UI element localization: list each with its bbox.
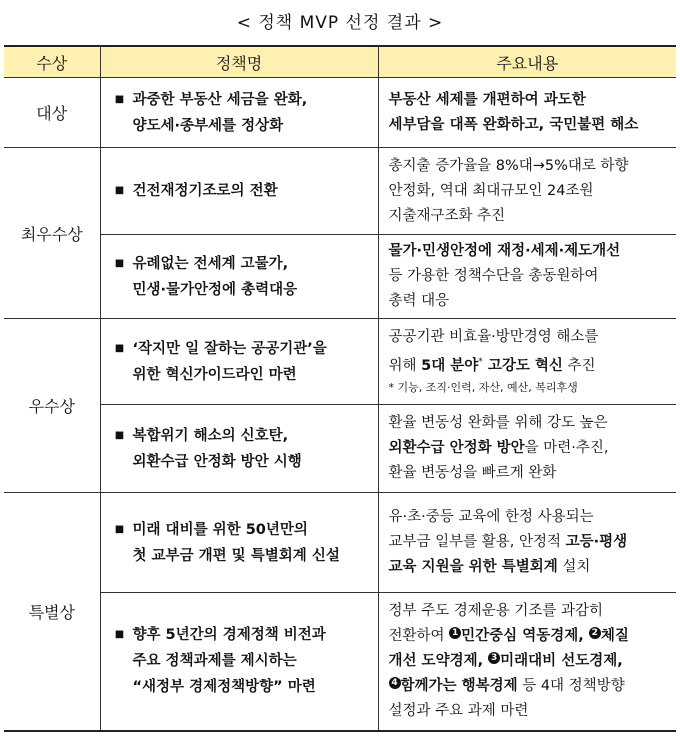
content-cell: 물가·민생안정에 재정·세제·제도개선 등 가용한 정책수단을 총동원하여 총력 대응 [378, 235, 676, 319]
content-cell: 부동산 세제를 개편하여 과도한 세부담을 대폭 완화하고, 국민불편 해소 [378, 78, 676, 148]
table-row [4, 405, 676, 493]
square-bullet-icon: ■ [114, 629, 125, 641]
content-cell: 총지출 증가율을 8%대→5%대로 하향 안정화, 역대 최대규모인 24조원 지출재구조화 추진 [378, 148, 676, 235]
mvp-results-table [4, 45, 676, 732]
policy-cell: ■ ‘작지만 일 잘하는 공공기관’을 위한 혁신가이드라인 마련 [100, 319, 378, 405]
header-content: 주요내용 [378, 46, 676, 78]
number-3-icon: 3 [488, 652, 500, 664]
number-2-icon: 2 [589, 627, 601, 639]
table-row [4, 78, 676, 148]
content-cell: 공공기관 비효율·방만경영 해소를 위해 5대 분야* 고강도 혁신 추진 * 기능, 조직·인력, 자산, 예산, 복리후생 [378, 319, 676, 405]
square-bullet-icon: ■ [114, 429, 125, 441]
header-award: 수상 [4, 46, 100, 78]
policy-cell: ■ 건전재정기조로의 전환 [100, 148, 378, 235]
content-cell: 환율 변동성 완화를 위해 강도 높은 외환수급 안정화 방안을 마련·추진, 환율 변동성을 빠르게 완화 [378, 405, 676, 493]
table-row [4, 235, 676, 319]
square-bullet-icon: ■ [114, 93, 125, 105]
square-bullet-icon: ■ [114, 185, 125, 196]
number-4-icon: 4 [389, 677, 401, 689]
content-cell: 정부 주도 경제운용 기조를 과감히 전환하여 1 민간중심 역동경제, 2 체질 개선 도약경제, 3 미래대비 선도경제, 4 함께가는 행복경제 등 4대 정책방향 설정과 주요 과제 마련 [378, 593, 676, 731]
award-excellent-top: 최우수상 [4, 148, 100, 319]
policy-cell: ■ 유례없는 전세계 고물가, 민생·물가안정에 총력대응 [100, 235, 378, 319]
table-row [4, 319, 676, 405]
policy-cell: ■ 과중한 부동산 세금을 완화, 양도세·종부세를 정상화 [100, 78, 378, 148]
square-bullet-icon: ■ [114, 257, 125, 269]
table-row [4, 593, 676, 731]
policy-cell: ■ 향후 5년간의 경제정책 비전과 주요 정책과제를 제시하는 “새정부 경제정책방향” 마련 [100, 593, 378, 731]
table-header-row [4, 46, 676, 78]
award-excellent: 우수상 [4, 319, 100, 493]
award-grand: 대상 [4, 78, 100, 148]
number-1-icon: 1 [449, 627, 461, 639]
footnote: * 기능, 조직·인력, 자산, 예산, 복리후생 [388, 381, 578, 395]
content-cell: 유·초·중등 교육에 한정 사용되는 교부금 일부를 활용, 안정적 고등·평생 교육 지원을 위한 특별회계 설치 [378, 493, 676, 593]
square-bullet-icon: ■ [114, 342, 125, 354]
square-bullet-icon: ■ [114, 523, 125, 535]
table-row [4, 148, 676, 235]
award-special: 특별상 [4, 493, 100, 731]
table-row [4, 493, 676, 593]
page-title: < 정책 MVP 선정 결과 > [236, 13, 444, 33]
policy-cell: ■ 미래 대비를 위한 50년만의 첫 교부금 개편 및 특별회계 신설 [100, 493, 378, 593]
header-policy: 정책명 [100, 46, 378, 78]
policy-cell: ■ 복합위기 해소의 신호탄, 외환수급 안정화 방안 시행 [100, 405, 378, 493]
